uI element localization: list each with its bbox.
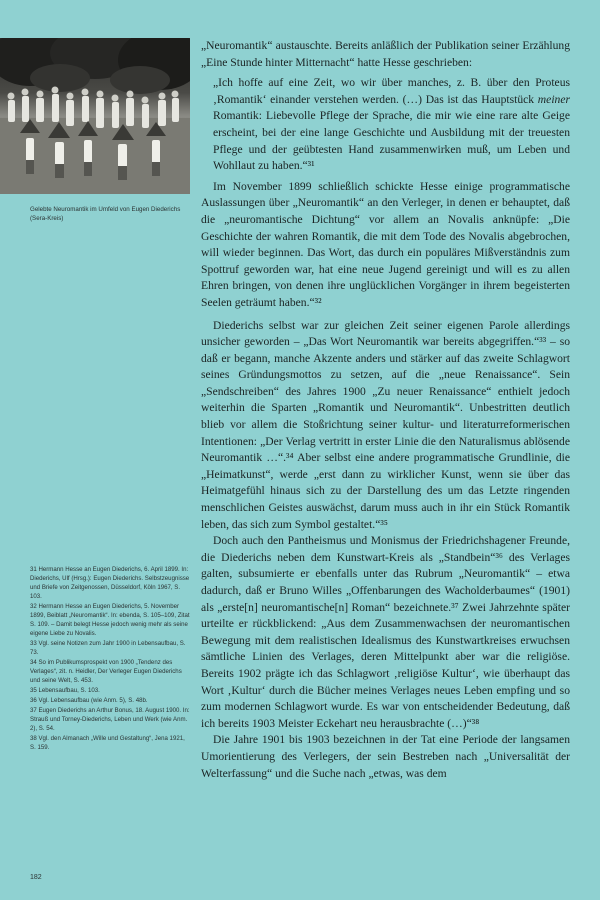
quote-emphasis: meiner bbox=[537, 92, 570, 106]
main-text bbox=[201, 38, 570, 782]
paragraph-3: Diederichs selbst war zur gleichen Zeit seiner eigenen Parole allerdings unsicher geworden – „Das Wort Neuromantik war bereits abgegriffen.“³³ – so daß er begann, manche Akzente anders und stärker auf das zweite Schlagwort seines Gründungsmottos zu setzen, auf die „neue Renaissance“. Sein „Sendschreiben“ des Jahres 1900 „Zu neuer Renaissance“ enthielt jedoch weiterhin die Sparten „Romantik und Neuromantik“. Unbestritten deutlich blieb vor allem die Stoßrichtung seiner kultur- und literaturreformerischen Intentionen: „Der Verlag vertritt in erster Linie die den Naturalismus ablösende Neuromantik …“.³⁴ Aber selbst eine andere programmatische Grundlinie, die „Heimatkunst“, werde „erst dann zu wirklicher Kunst, wenn sie über das Heimatgefühl hinaus sich zu der Darstellung des um das Letzte ringenden menschlichen Geistes auswächst, darum muss auch in ihr ein Stück Romantik leben, das sich zum Symbol gestaltet.“³⁵ bbox=[201, 318, 570, 531]
page-number: 182 bbox=[30, 874, 42, 881]
footnote-38: 38 Vgl. den Almanach „Wille und Gestaltung“, Jena 1921, S. 159. bbox=[30, 735, 185, 751]
footnotes bbox=[30, 565, 190, 753]
footnote-36: 36 Vgl. Lebensaufbau (wie Anm. 5), S. 48b. bbox=[30, 697, 148, 704]
photo-caption: Gelebte Neuromantik im Umfeld von Eugen Diederichs (Sera-Kreis) bbox=[30, 206, 181, 222]
paragraph-2: Im November 1899 schließlich schickte Hesse einige programmatische Auslassungen über „Neuromantik“ an den Verleger, in denen er behauptet, daß die „neuromantische Dichtung“ vor allem an Novalis anknüpfe: „Die Geschichte der wahren Romantik, die mit dem Tode des Novalis abgebrochen, will wieder beginnen. Das Wort, das durch ein populäres Mißverständnis zum Spottruf geworden war, hat eine neue Jugend gereinigt und will es zu allen Ehren bringen, von denen ihre unglücklichen Vorgänger in ihrem begeisterten Seelen geträumt haben.“³² bbox=[201, 179, 570, 309]
paragraph-5: Die Jahre 1901 bis 1903 bezeichnen in der Tat eine Periode der langsamen Umorientierung des Verlegers, der sein Bestreben nach „Universalität der Welterfassung“ und die Suche nach „etwas, was dem bbox=[201, 733, 570, 780]
footnote-35: 35 Lebensaufbau, S. 103. bbox=[30, 687, 100, 694]
quote-text-b: Romantik: Liebevolle Pflege der Sprache, die mir wie eine rare alte Geige erscheint, bei der eine lange Geschichte und Ausbildung mit der treuesten Pflege und der geübtesten Hand zusammenwirken muß, um Leben und Wohllaut zu haben.“³¹ bbox=[213, 109, 570, 173]
footnote-37: 37 Eugen Diederichs an Arthur Bonus, 18. August 1900. In: Strauß und Torney-Diederichs, Leben und Werk (wie Anm. 2), S. 54. bbox=[30, 707, 190, 732]
footnote-32: 32 Hermann Hesse an Eugen Diederichs, 5. November 1899, Beiblatt „Neuromantik“. In: ebenda, S. 105–109, Zitat S. 109. – Damit belegt Hesse jedoch wenig mehr als seine eigene Liebe zu Novalis. bbox=[30, 603, 190, 637]
block-quote bbox=[201, 75, 570, 175]
photo-image bbox=[0, 38, 190, 194]
quote-text-a: „Ich hoffe auf eine Zeit, wo wir über manches, z. B. über den Proteus ‚Romantik‘ einander verstehen werden. (…) Das ist das Hauptstück bbox=[213, 76, 570, 106]
photo-sera-kreis bbox=[0, 38, 190, 194]
footnote-33: 33 Vgl. seine Notizen zum Jahr 1900 in Lebensaufbau, S. 73. bbox=[30, 640, 186, 656]
paragraph-1: „Neuromantik“ austauschte. Bereits anläßlich der Publikation seiner Erzählung „Eine Stunde hinter Mitternacht“ hatte Hesse geschrieben: bbox=[201, 39, 570, 69]
footnote-31: 31 Hermann Hesse an Eugen Diederichs, 6. April 1899. In: Diederichs, Ulf (Hrsg.): Eugen Diederichs. Selbstzeugnisse und Briefe von Zeitgenossen, Düsseldorf, Köln 1967, S. 103. bbox=[30, 566, 190, 600]
footnote-34: 34 So im Publikumsprospekt von 1900 „Tendenz des Verlages“, zit. n. Heidler, Der Verleger Eugen Diederichs und seine Welt, S. 453. bbox=[30, 659, 182, 684]
paragraph-4: Doch auch den Pantheismus und Monismus der Friedrichshagener Freunde, die Diederichs neben dem Kunstwart-Kreis als „Standbein“³⁶ des Verlages galten, subsumierte er ebenfalls unter das Rubrum „Neuromantik“ – etwa dadurch, daß er Bruno Willes „Offenbarungen des Wacholderbaumes“ (1901) als „erste[n] neuromantische[n] Roman“ bezeichnete.³⁷ Zwei Jahrzehnte später urteilte er rückblickend: „Aus dem Zusammenwachsen der neuromantischen Bewegung mit dem realistischen Idealismus des Kunstwartkreises erwuchsen sämtliche Linien des Verlages, deren Mittelpunkt aber war die religiöse. Bereits 1902 prägte ich das Schlagwort ‚religiöse Kultur‘, wie überhaupt das Wort ‚Kultur‘ durch die Bücher meines Verlages neues Leben empfing und so zum modernen Schlagwort wurde. Es war von entscheidender Bedeutung, daß ich bereits 1903 Meister Eckehart neu herausbrachte (…)“³⁸ bbox=[201, 534, 570, 730]
